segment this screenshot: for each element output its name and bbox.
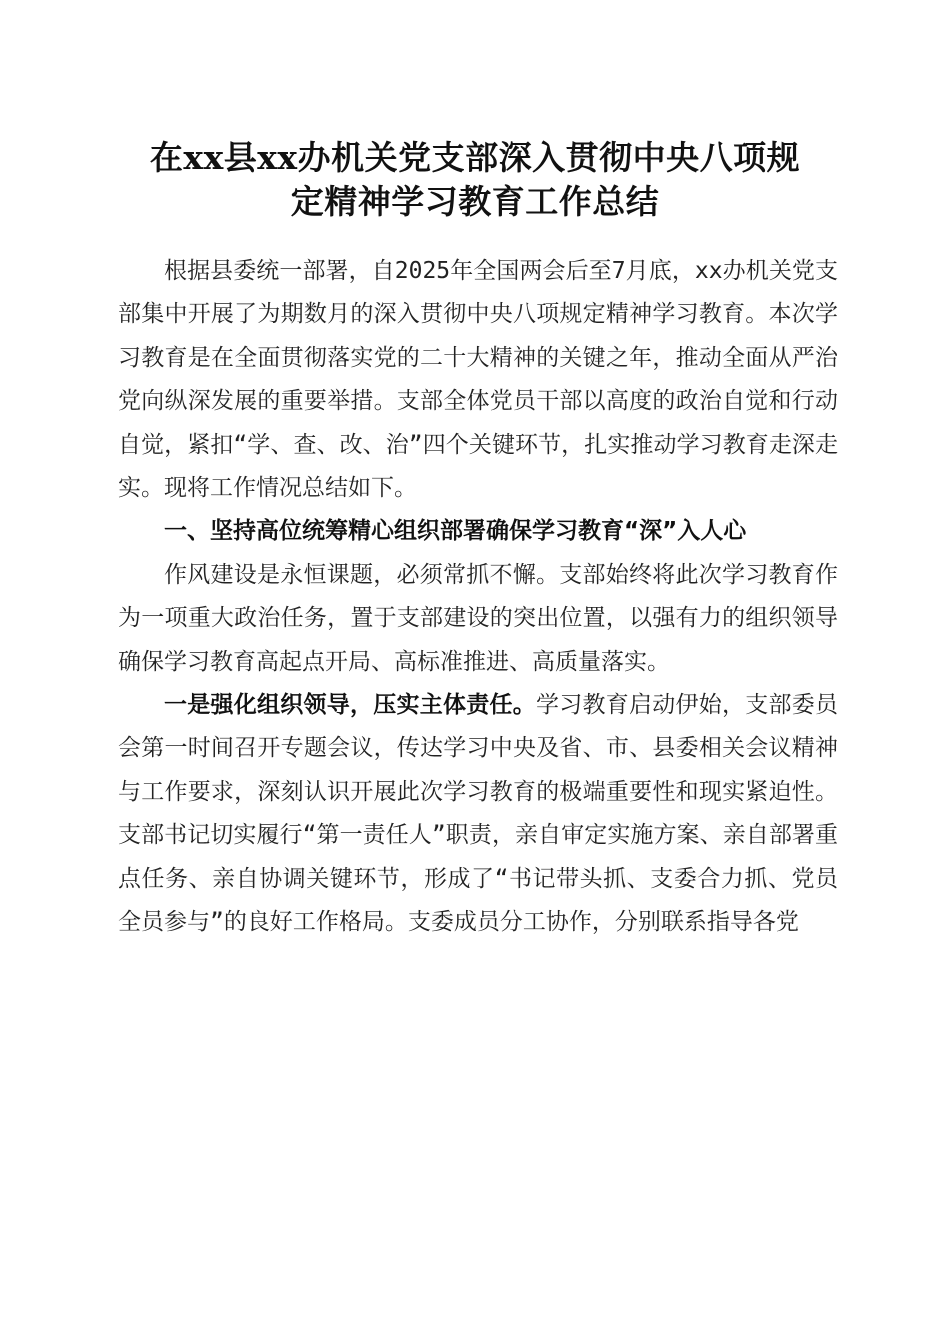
document-body	[118, 250, 838, 945]
document-title	[100, 136, 850, 224]
title-line-2: 定精神学习教育工作总结	[290, 182, 660, 221]
paragraph-body-text: 学习教育启动伊始，支部委员会第一时间召开专题会议，传达学习中央及省、市、县委相关会议精神与工作要求，深刻认识开展此次学习教育的极端重要性和现实紧迫性。支部书记切实履行“第一责任人”职责，亲自审定实施方案、亲自部署重点任务、亲自协调关键环节，形成了“书记带头抓、支委合力抓、党员全员参与”的良好工作格局。支委成员分工协作，分别联系指导各党	[118, 692, 838, 936]
section-1-paragraph-2	[118, 684, 838, 944]
section-1-paragraph-1: 作风建设是永恒课题，必须常抓不懈。支部始终将此次学习教育作为一项重大政治任务，置于支部建设的突出位置，以强有力的组织领导确保学习教育高起点开局、高标准推进、高质量落实。	[118, 561, 838, 675]
section-1-heading: 一、坚持高位统筹精心组织部署确保学习教育“深”入人心	[164, 518, 747, 545]
title-line-1: 在xx县xx办机关党支部深入贯彻中央八项规	[149, 138, 801, 177]
paragraph-lead-phrase: 一是强化组织领导，压实主体责任。	[164, 692, 536, 719]
intro-paragraph: 根据县委统一部署，自2025年全国两会后至7月底，xx办机关党支部集中开展了为期数月的深入贯彻中央八项规定精神学习教育。本次学习教育是在全面贯彻落实党的二十大精神的关键之年，推动全面从严治党向纵深发展的重要举措。支部全体党员干部以高度的政治自觉和行动自觉，紧扣“学、查、改、治”四个关键环节，扎实推动学习教育走深走实。现将工作情况总结如下。	[118, 258, 838, 502]
